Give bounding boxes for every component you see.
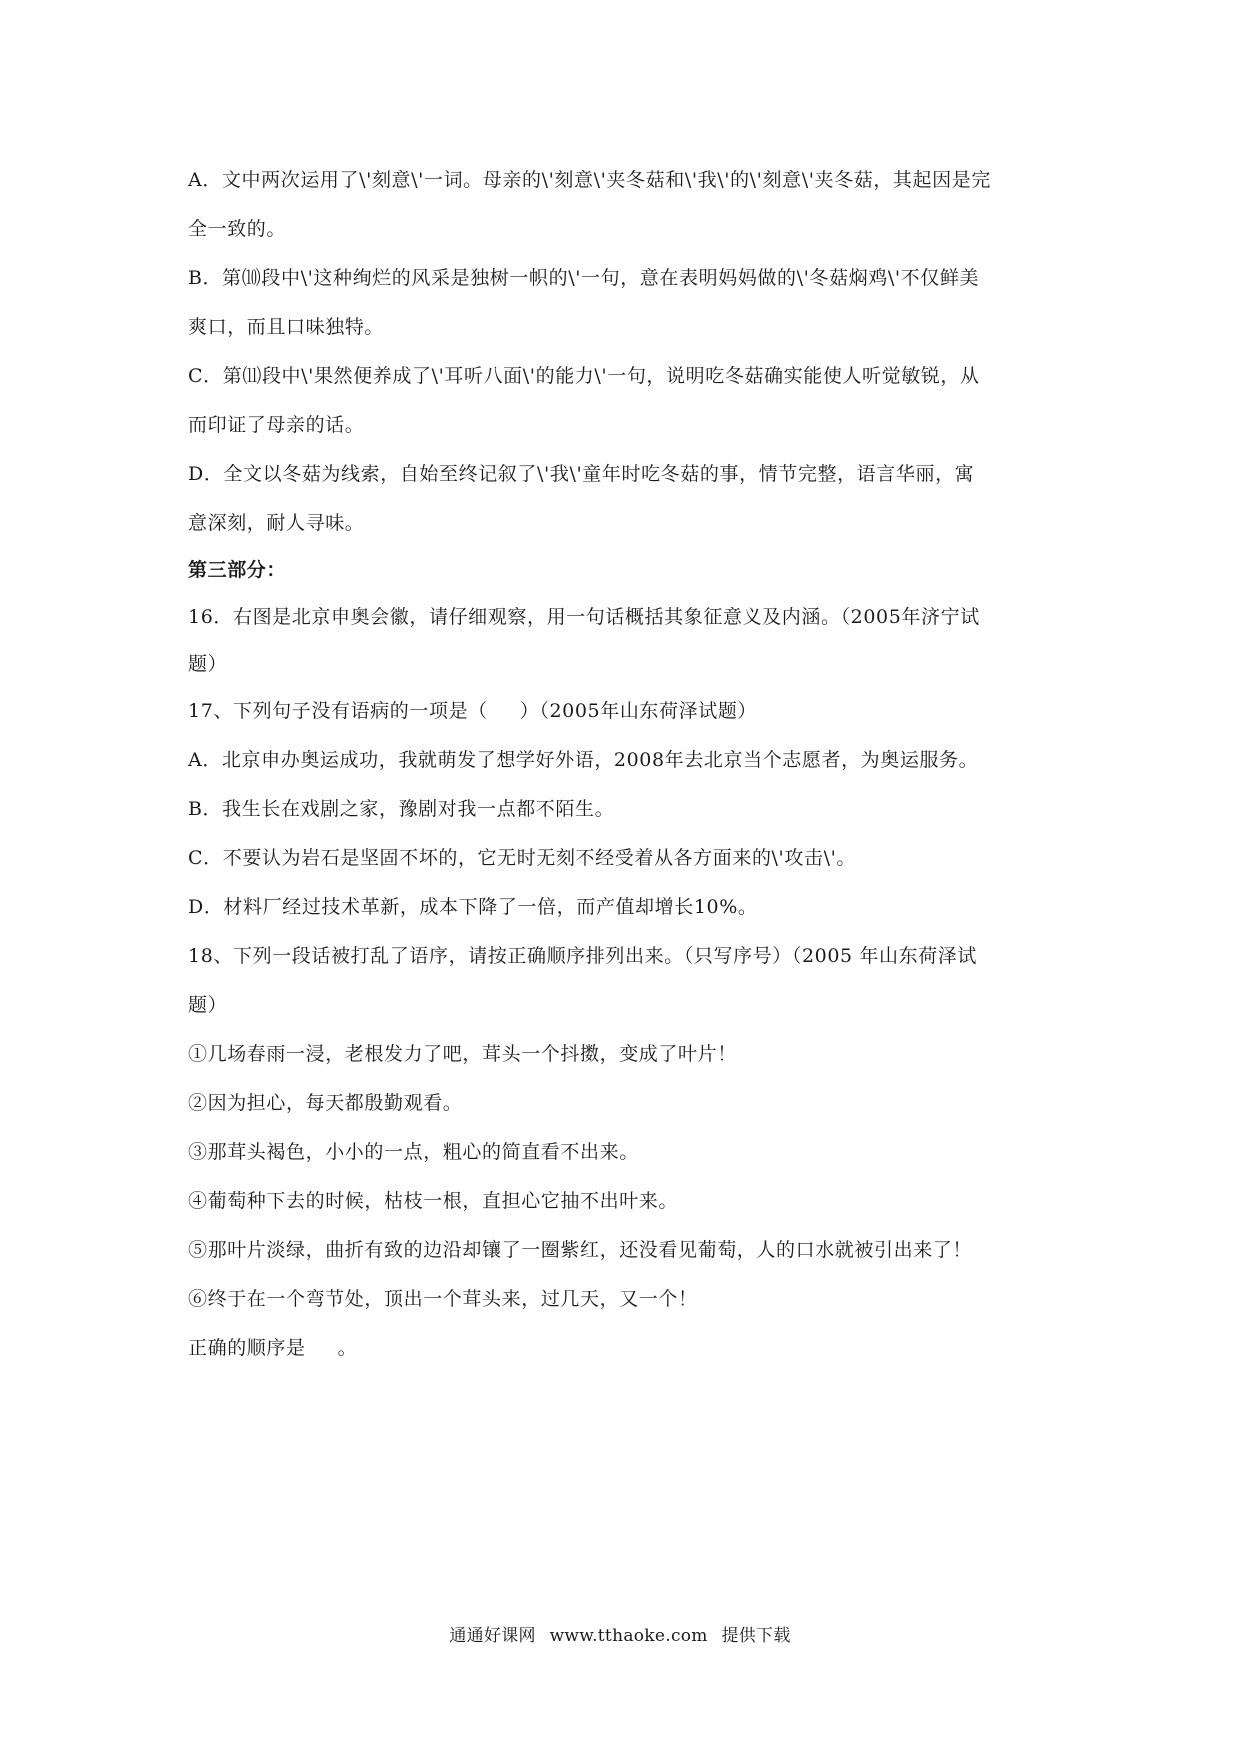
sentence-item: ①几场春雨一浸，老根发力了吧，茸头一个抖擞，变成了叶片！ — [188, 1043, 737, 1065]
question-17-option: B．我生长在戏剧之家，豫剧对我一点都不陌生。 — [188, 798, 615, 820]
sentence-item: ③那茸头褐色，小小的一点，粗心的简直看不出来。 — [188, 1141, 639, 1163]
footer-suffix: 提供下载 — [721, 1626, 791, 1646]
sentence-item: ⑥终于在一个弯节处，顶出一个茸头来，过几天，又一个！ — [188, 1288, 698, 1310]
question-17-stem-end: ）（2005年山东荷泽试题） — [519, 700, 758, 722]
footer-site-name: 通通好课网 — [449, 1626, 536, 1646]
sentence-item: ④葡萄种下去的时候，枯枝一根，直担心它抽不出叶来。 — [188, 1190, 679, 1212]
page-content — [188, 156, 1068, 1373]
footer-url: www.tthaoke.com — [549, 1626, 708, 1646]
option-b-line-2: 爽口，而且口味独特。 — [188, 316, 385, 338]
question-17-stem — [188, 687, 1068, 736]
question-18-line-1: 18、下列一段话被打乱了语序，请按正确顺序排列出来。（只写序号）（2005 年山东荷泽试 — [188, 945, 977, 967]
sentence-item: ②因为担心，每天都殷勤观看。 — [188, 1092, 463, 1114]
question-17-option: D．材料厂经过技术革新，成本下降了一倍，而产值却增长10%。 — [188, 896, 758, 918]
option-c-line-2: 而印证了母亲的话。 — [188, 414, 365, 436]
page-footer — [0, 1621, 1240, 1646]
option-d-line-1: D．全文以冬菇为线索，自始至终记叙了\'我\'童年时吃冬菇的事，情节完整，语言华丽，寓 — [188, 463, 975, 485]
section-heading: 第三部分： — [188, 559, 287, 581]
option-a-line-2: 全一致的。 — [188, 218, 287, 240]
question-16-line-2: 题） — [188, 653, 228, 675]
answer-label: 正确的顺序是 — [188, 1337, 306, 1359]
option-a-line-1: A．文中两次运用了\'刻意\'一词。母亲的\'刻意\'夹冬菇和\'我\'的\'刻意\'夹冬菇，其起因是完 — [188, 169, 991, 191]
question-18-line-2: 题） — [188, 994, 228, 1016]
question-17-option: C．不要认为岩石是坚固不坏的，它无时无刻不经受着从各方面来的\'攻击\'。 — [188, 847, 856, 869]
answer-period: 。 — [337, 1337, 358, 1359]
question-16-line-1: 16．右图是北京申奥会徽，请仔细观察，用一句话概括其象征意义及内涵。（2005年济宁试 — [188, 606, 980, 628]
question-17-option: A．北京申办奥运成功，我就萌发了想学好外语，2008年去北京当个志愿者，为奥运服务。 — [188, 749, 979, 771]
question-17-stem-start: 17、下列句子没有语病的一项是（ — [188, 700, 488, 722]
option-d-line-2: 意深刻，耐人寻味。 — [188, 512, 365, 534]
sentence-item: ⑤那叶片淡绿，曲折有致的边沿却镶了一圈紫红，还没看见葡萄，人的口水就被引出来了！ — [188, 1239, 973, 1261]
option-b-line-1: B．第⑽段中\'这种绚烂的风采是独树一帜的\'一句，意在表明妈妈做的\'冬菇焖鸡\'不仅鲜美 — [188, 267, 980, 289]
option-c-line-1: C．第⑾段中\'果然便养成了\'耳听八面\'的能力\'一句，说明吃冬菇确实能使人听觉敏锐，从 — [188, 365, 980, 387]
answer-line — [188, 1324, 1068, 1373]
